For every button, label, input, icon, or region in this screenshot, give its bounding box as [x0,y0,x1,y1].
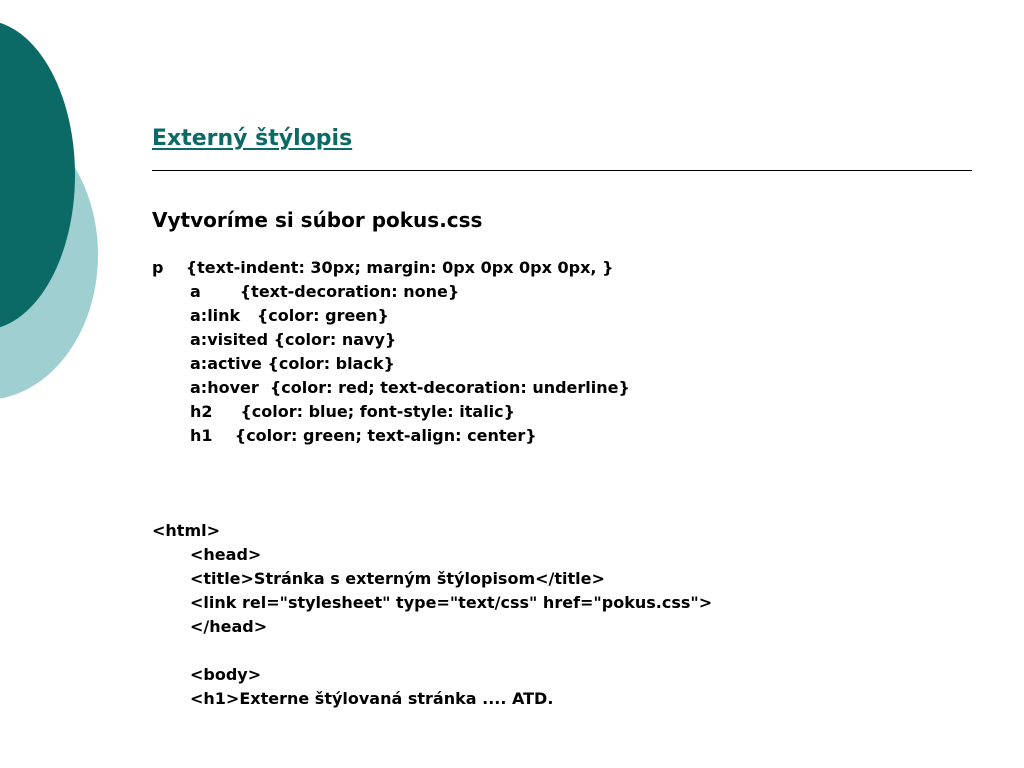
title-divider [152,170,972,171]
css-line: h2 {color: blue; font-style: italic} [190,402,516,421]
html-line: <title>Stránka s externým štýlopisom</title> [190,569,605,588]
html-line: <h1>Externe štýlovaná stránka .... ATD. [190,689,554,708]
css-line: p {text-indent: 30px; margin: 0px 0px 0px 0px, } [152,258,614,277]
html-line: <link rel="stylesheet" type="text/css" href="pokus.css"> [190,593,713,612]
html-line: <head> [190,545,262,564]
css-line: a:visited {color: navy} [190,330,397,349]
slide-title: Externý štýlopis [152,126,353,151]
html-line: <html> [152,521,221,540]
css-line: a {text-decoration: none} [190,282,460,301]
html-line: <body> [190,665,262,684]
css-line: a:link {color: green} [190,306,389,325]
css-line: a:active {color: black} [190,354,395,373]
css-line: a:hover {color: red; text-decoration: underline} [190,378,630,397]
css-line: h1 {color: green; text-align: center} [190,426,537,445]
slide-subtitle: Vytvoríme si súbor pokus.css [152,208,483,232]
html-line: </head> [190,617,268,636]
